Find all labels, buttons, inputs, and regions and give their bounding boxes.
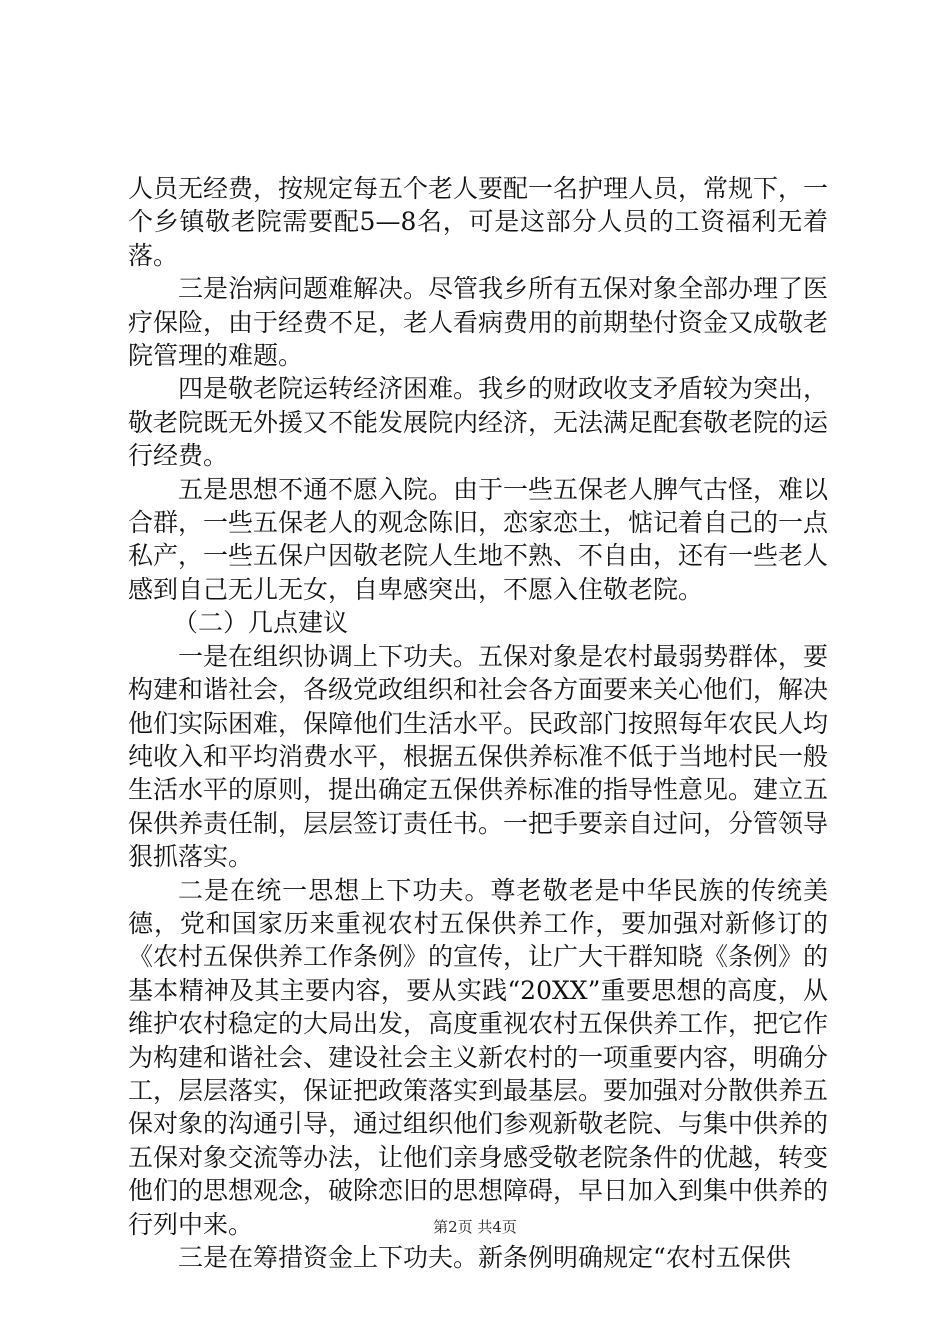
paragraph-point-three: 三是治病问题难解决。尽管我乡所有五保对象全部办理了医疗保险，由于经费不足，老人看病费用的前期垫付资金又成敬老院管理的难题。 bbox=[128, 274, 829, 371]
paragraph-suggestion-three: 三是在筹措资金上下功夫。新条例明确规定“农村五保供 bbox=[178, 1243, 791, 1272]
page-footer bbox=[0, 1216, 950, 1237]
paragraph-point-five: 五是思想不通不愿入院。由于一些五保老人脾气古怪，难以合群，一些五保老人的观念陈旧，恋家恋土，惦记着自己的一点私产，一些五保户因敬老院人生地不熟、不自由，还有一些老人感到自己无儿无女，自卑感突出，不愿入住敬老院。 bbox=[128, 474, 829, 604]
paragraph-suggestion-one: 一是在组织协调上下功夫。五保对象是农村最弱势群体，要构建和谐社会，各级党政组织和社会各方面要来关心他们，解决他们实际困难，保障他们生活水平。民政部门按照每年农民人均纯收入和平均消费水平，根据五保供养标准不低于当地村民一般生活水平的原则，提出确定五保供养标准的指导性意见。建立五保供养责任制，层层签订责任书。一把手要亲自过问，分管领导狠抓落实。 bbox=[128, 641, 829, 872]
page-number: 第2页 共4页 bbox=[433, 1218, 517, 1236]
paragraph-continuation: 人员无经费，按规定每五个老人要配一名护理人员，常规下，一个乡镇敬老院需要配5—8名，可是这部分人员的工资福利无着落。 bbox=[128, 174, 829, 270]
section-heading: （二）几点建议 bbox=[173, 608, 349, 638]
paragraph-suggestion-two: 二是在统一思想上下功夫。尊老敬老是中华民族的传统美德，党和国家历来重视农村五保供养工作，要加强对新修订的《农村五保供养工作条例》的宣传，让广大干群知晓《条例》的基本精神及其主要内容，要从实践“20XX”重要思想的高度，从维护农村稳定的大局出发，高度重视农村五保供养工作，把它作为构建和谐社会、建设社会主义新农村的一项重要内容，明确分工，层层落实，保证把政策落实到最基层。要加强对分散供养五保对象的沟通引导，通过组织他们参观新敬老院、与集中供养的五保对象交流等办法，让他们亲身感受敬老院条件的优越，转变他们的思想观念，破除恋旧的思想障碍，早日加入到集中供养的行列中来。 bbox=[128, 875, 829, 1239]
paragraph-point-four: 四是敬老院运转经济困难。我乡的财政收支矛盾较为突出，敬老院既无外援又不能发展院内经济，无法满足配套敬老院的运行经费。 bbox=[128, 374, 829, 471]
document-body bbox=[128, 172, 828, 1274]
